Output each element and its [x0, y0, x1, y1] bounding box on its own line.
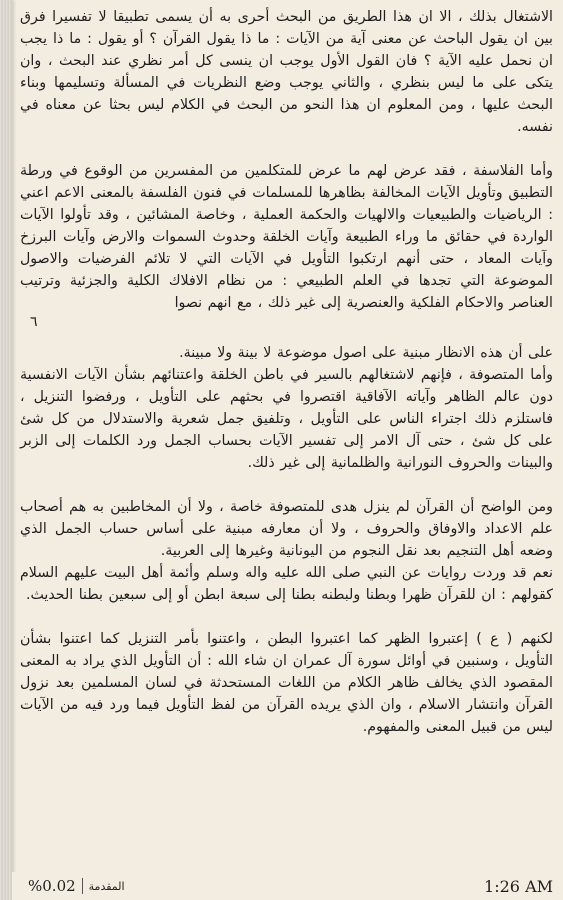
paragraph: على أن هذه الانظار مبنية على اصول موضوعة لا بينة ولا مبينة.	[179, 345, 553, 361]
paragraph: وأما الفلاسفة ، فقد عرض لهم ما عرض للمتكلمين من المفسرين من الوقوع في ورطة التطبيق وتأويل الآيات المخالفة بظاهرها للمسلمات في فنون الفلسفة بالمعنى الاعم اعني : الرياضيات والطبيعيات والالهيات والحكمة العملية ، وخاصة المشائين ، وقد تأولوا الآيات الواردة في حقائق ما وراء الطبيعة وآيات الخلقة وحدوث السموات والارض وآيات البرزخ وآيات المعاد ، حتى أنهم ارتكبوا التأويل في الآيات التي لا تلائم الفرضيات والاصول الموضوعة التي تجدها في العلم الطبيعي : من نظام الافلاك الكلية والجزئية وترتيب العناصر والاحكام الفلكية والعنصرية إلى غير ذلك ، مع انهم نصوا	[20, 163, 553, 311]
paragraph: ومن الواضح أن القرآن لم ينزل هدى للمتصوفة خاصة ، ولا أن المخاطبين به هم أصحاب علم الاعداد والاوفاق والحروف ، ولا أن معارفه مبنية على أساس حساب الجمل الذي وضعه أهل التنجيم بعد نقل النجوم من اليونانية وغيرها إلى العربية.	[20, 499, 553, 559]
page-number: ٦	[30, 314, 38, 330]
status-bar	[12, 872, 563, 900]
reader-page[interactable]	[18, 6, 557, 868]
book-page-edge	[0, 0, 12, 900]
paragraph: الاشتغال بذلك ، الا ان هذا الطريق من البحث أحرى به أن يسمى تطبيقا لا تفسيرا فرق بين ان يقول الباحث عن معنى آية من الآيات : ما ذا يقول القرآن ؟ أو يقول : ما ذا يجب ان نحمل عليه الآية ؟ فان القول الأول يوجب ان ينسى كل أمر نظري عند البحث ، وان يتكى على ما ليس بنظري ، والثاني يوجب وضع النظريات في المسألة وتسليمها وبناء البحث عليها ، ومن المعلوم ان هذا النحو من البحث في الكلام ليس بحثا عن معناه في نفسه.	[20, 9, 553, 135]
paragraph: لكنهم ( ع ) إعتبروا الظهر كما اعتبروا البطن ، واعتنوا بأمر التنزيل كما اعتنوا بشأن التأويل ، وسنبين في أوائل سورة آل عمران ان شاء الله : أن التأويل الذي يراد به المعنى المقصود الذي يخالف ظاهر الكلام من اللغات المستحدثة في لسان المسلمين بعد نزول القرآن وانتشار الاسلام ، وان الذي يريده القرآن من لفظ التأويل فيما ورد فيه من الآيات ليس من قبيل المعنى والمفهوم.	[20, 631, 553, 735]
paragraph: نعم قد وردت روايات عن النبي صلى الله عليه واله وسلم وأئمة أهل البيت عليهم السلام كقولهم : ان للقرآن ظهرا وبطنا ولبطنه بطنا إلى سبعة ابطن أو إلى سبعين بطنا الحديث.	[20, 565, 553, 603]
clock-time: 1:26 AM	[484, 876, 553, 896]
status-left	[12, 877, 125, 895]
status-divider	[82, 878, 83, 894]
chapter-title[interactable]: المقدمة	[88, 879, 125, 893]
paragraph: وأما المتصوفة ، فإنهم لاشتغالهم بالسير في باطن الخلقة واعتنائهم بشأن الآيات الانفسية دون عالم الظاهر وآياته الآفاقية اقتصروا في بحثهم على التأويل ، ورفضوا التنزيل ، فاستلزم ذلك اجتراء الناس على التأويل ، وتلفيق جمل شعرية والاستدلال من كل شئ على كل شئ ، حتى آل الامر إلى تفسير الآيات بحساب الجمل ورد الكلمات إلى الزبر والبينات والحروف النورانية والظلمانية إلى غير ذلك.	[20, 367, 553, 471]
reading-progress: %0.02	[28, 877, 76, 895]
